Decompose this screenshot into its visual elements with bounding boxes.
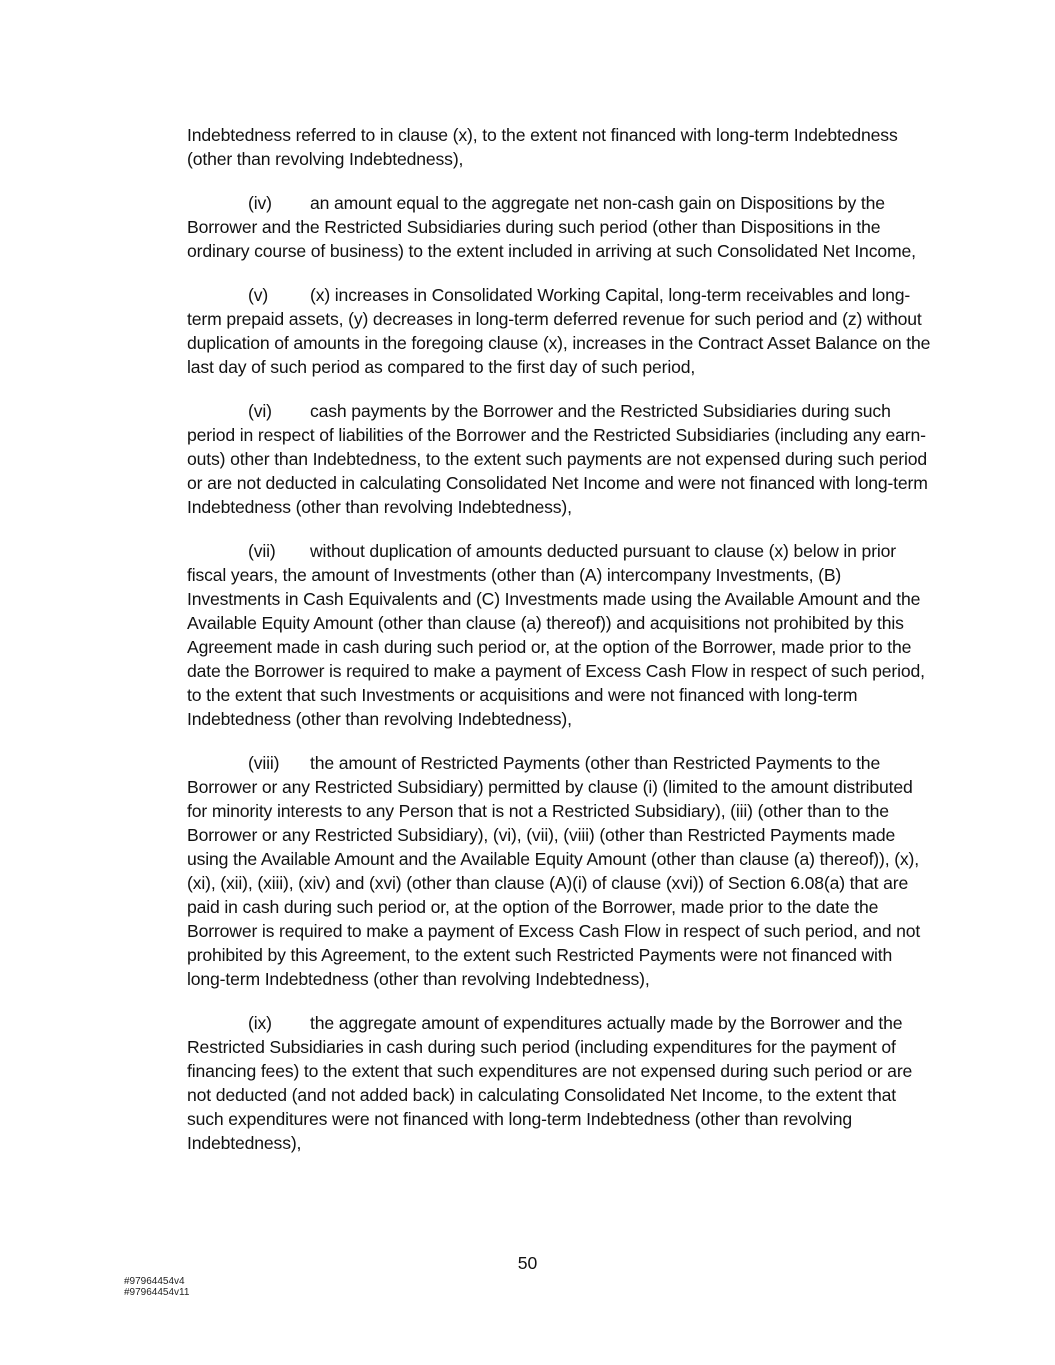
continuation-paragraph: Indebtedness referred to in clause (x), to the extent not financed with long-term Indebtedness (other than revolving Indebtedness), <box>187 125 898 169</box>
document-id-footer <box>124 1276 189 1298</box>
document-body <box>187 123 933 1175</box>
clause-text: the amount of Restricted Payments (other than Restricted Payments to the Borrower or any Restricted Subsidiary) permitted by clause (i) (limited to the amount distributed for minority interests to any Person that is not a Restricted Subsidiary), (iii) (other than to the Borrower or any Restricted Subsidiary), (vi), (vii), (viii) (other than Restricted Payments made using the Available Amount and the Available Equity Amount (other than clause (a) thereof)), (x), (xi), (xii), (xiii), (xiv) and (xvi) (other than clause (A)(i) of clause (xvi)) of Section 6.08(a) that are paid in cash during such period or, at the option of the Borrower, made prior to the date the Borrower is required to make a payment of Excess Cash Flow in respect of such period, and not prohibited by this Agreement, to the extent such Restricted Payments were not financed with long-term Indebtedness (other than revolving Indebtedness), <box>187 753 921 989</box>
clause-number: (viii) <box>248 753 280 773</box>
clause-number: (v) <box>248 285 269 305</box>
document-id: #97964454v11 <box>124 1287 190 1298</box>
clause-text: without duplication of amounts deducted pursuant to clause (x) below in prior fiscal years, the amount of Investments (other than (A) intercompany Investments, (B) Investments in Cash Equivalents and (C) Investments made using the Available Amount and the Available Equity Amount (other than clause (a) thereof)) and acquisitions not prohibited by this Agreement made in cash during such period or, at the option of the Borrower, made prior to the date the Borrower is required to make a payment of Excess Cash Flow in respect of such period, to the extent that such Investments or acquisitions and were not financed with long-term Indebtedness (other than revolving Indebtedness), <box>187 541 925 729</box>
clause-text: an amount equal to the aggregate net non-cash gain on Dispositions by the Borrower and the Restricted Subsidiaries during such period (other than Dispositions in the ordinary course of business) to the extent included in arriving at such Consolidated Net Income, <box>187 193 916 261</box>
clause-number: (vii) <box>248 541 276 561</box>
clause-viii <box>187 751 933 991</box>
clause-vii <box>187 539 933 731</box>
clause-number: (ix) <box>248 1013 272 1033</box>
clause-number: (iv) <box>248 193 272 213</box>
clause-v <box>187 283 933 379</box>
clause-text: (x) increases in Consolidated Working Capital, long-term receivables and long-term prepaid assets, (y) decreases in long-term deferred revenue for such period and (z) without duplication of amounts in the foregoing clause (x), increases in the Contract Asset Balance on the last day of such period as compared to the first day of such period, <box>187 285 931 377</box>
clause-iv <box>187 191 933 263</box>
clause-vi <box>187 399 933 519</box>
clause-number: (vi) <box>248 401 272 421</box>
document-id: #97964454v4 <box>124 1276 185 1287</box>
page-number: 50 <box>517 1253 538 1273</box>
clause-text: cash payments by the Borrower and the Restricted Subsidiaries during such period in respect of liabilities of the Borrower and the Restricted Subsidiaries (including any earn-outs) other than Indebtedness, to the extent such payments are not expensed during such period or are not deducted in calculating Consolidated Net Income and were not financed with long-term Indebtedness (other than revolving Indebtedness), <box>187 401 928 517</box>
clause-ix <box>187 1011 933 1155</box>
clause-text: the aggregate amount of expenditures actually made by the Borrower and the Restricted Subsidiaries in cash during such period (including expenditures for the payment of financing fees) to the extent that such expenditures are not expensed during such period or are not deducted (and not added back) in calculating Consolidated Net Income, to the extent that such expenditures were not financed with long-term Indebtedness (other than revolving Indebtedness), <box>187 1013 913 1153</box>
